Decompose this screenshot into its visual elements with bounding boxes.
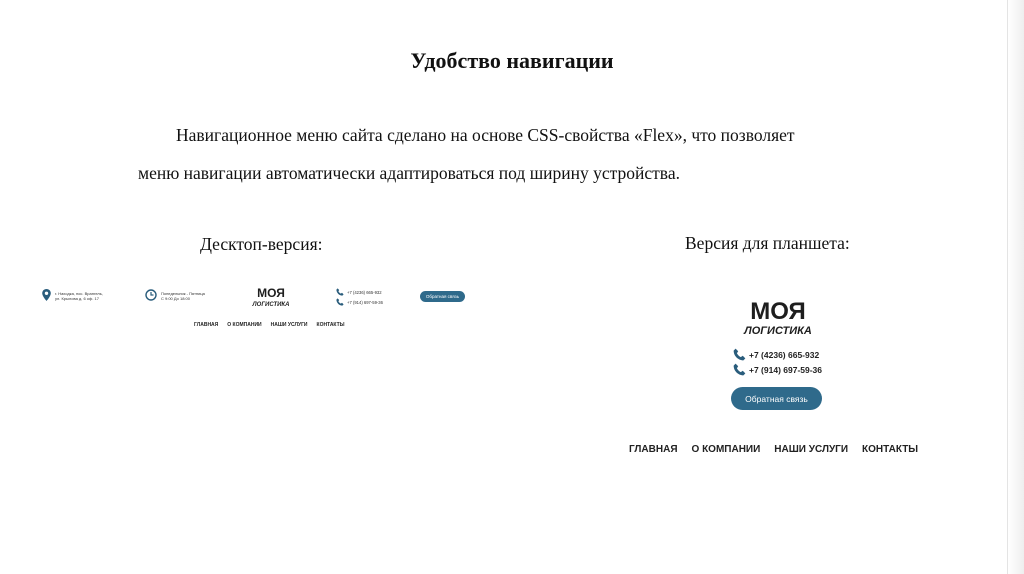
desktop-nav-item-about[interactable]: О КОМПАНИИ	[227, 322, 262, 328]
desktop-phone-row-2[interactable]	[336, 297, 383, 307]
desktop-nav-item-contacts[interactable]: КОНТАКТЫ	[316, 322, 345, 328]
desktop-logo-bottom: ЛОГИСТИКА	[252, 302, 290, 308]
desktop-phones	[336, 287, 383, 307]
tablet-nav-item-contacts[interactable]: КОНТАКТЫ	[862, 444, 919, 455]
paragraph-line-1: Навигационное меню сайта сделано на основе CSS-свойства «Flex», что позволяет	[176, 125, 795, 145]
tablet-phones	[733, 347, 822, 377]
desktop-nav-item-home[interactable]: ГЛАВНАЯ	[194, 322, 219, 328]
slide-edge-decoration	[1007, 0, 1024, 574]
tablet-phone-2: +7 (914) 697-59-36	[749, 364, 823, 375]
tablet-phone-row-1[interactable]	[733, 347, 822, 362]
desktop-hours	[145, 289, 205, 301]
tablet-nav-item-about[interactable]: О КОМПАНИИ	[691, 444, 761, 455]
desktop-nav-item-services[interactable]: НАШИ УСЛУГИ	[270, 322, 308, 328]
tablet-nav-item-services[interactable]: НАШИ УСЛУГИ	[774, 444, 849, 455]
desktop-nav	[194, 322, 345, 328]
slide-paragraph	[138, 116, 878, 192]
desktop-logo[interactable]	[247, 286, 295, 313]
slide-title: Удобство навигации	[410, 48, 614, 73]
desktop-callback-button[interactable]: Обратная связь	[420, 291, 465, 302]
paragraph-line-2: меню навигации автоматически адаптироваться под ширину устройства.	[138, 163, 680, 183]
tablet-nav	[629, 444, 918, 455]
desktop-address-line1: г. Находка, пос. Врангель,	[55, 291, 103, 296]
location-pin-icon	[42, 289, 51, 301]
desktop-address	[42, 289, 103, 301]
caption-desktop: Десктоп-версия:	[200, 234, 323, 254]
desktop-logo-top: МОЯ	[257, 286, 285, 300]
tablet-callback-button[interactable]: Обратная связь	[731, 387, 822, 410]
tablet-logo-top: МОЯ	[750, 298, 806, 325]
desktop-hours-line1: Понедельник - Пятница	[161, 291, 205, 296]
phone-icon	[336, 288, 344, 296]
tablet-phone-1: +7 (4236) 665-932	[749, 349, 820, 360]
clock-icon	[145, 289, 157, 301]
desktop-address-line2: ул. Крылова д. 6 оф. 17	[55, 296, 99, 302]
desktop-phone-2: +7 (914) 697-59-36	[347, 299, 383, 305]
desktop-phone-1: +7 (4236) 665-932	[347, 289, 382, 295]
phone-icon	[733, 363, 746, 376]
tablet-logo[interactable]	[734, 297, 822, 342]
tablet-logo-bottom: ЛОГИСТИКА	[744, 325, 812, 337]
desktop-hours-line2: С 9:00 До 18:00	[161, 296, 190, 302]
phone-icon	[733, 348, 746, 361]
tablet-phone-row-2[interactable]	[733, 362, 822, 377]
desktop-phone-row-1[interactable]	[336, 287, 383, 297]
phone-icon	[336, 298, 344, 306]
caption-tablet: Версия для планшета:	[685, 233, 850, 253]
tablet-nav-item-home[interactable]: ГЛАВНАЯ	[629, 444, 678, 455]
